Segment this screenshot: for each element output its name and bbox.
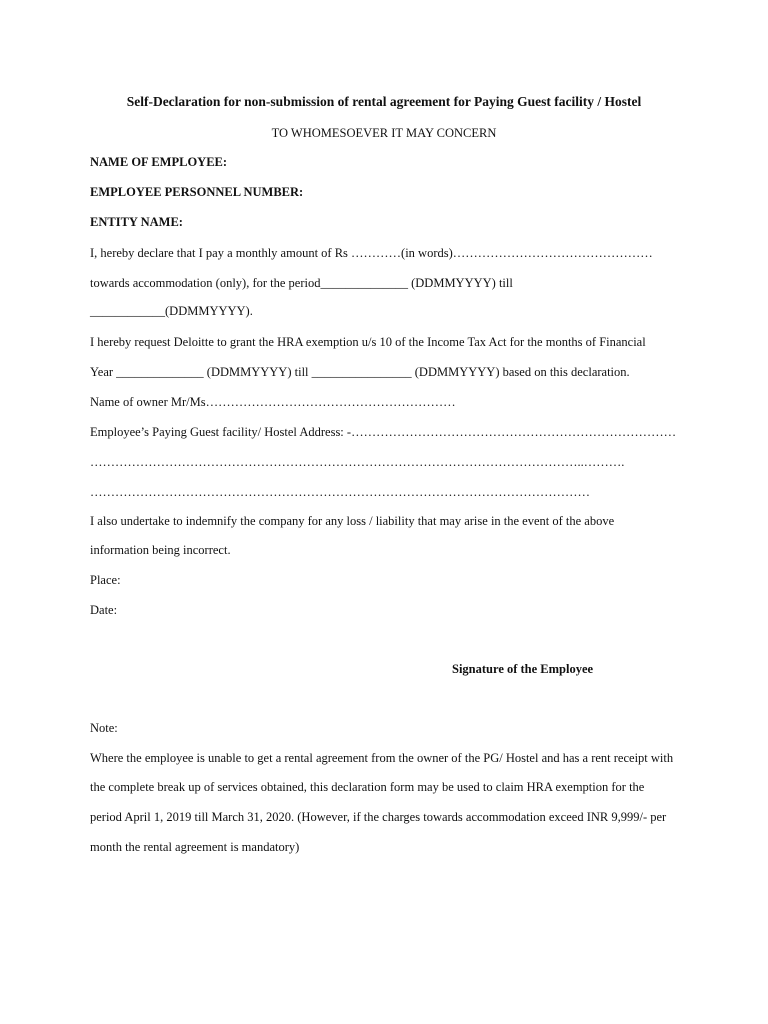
field-employee-personnel-number: EMPLOYEE PERSONNEL NUMBER: xyxy=(90,185,304,199)
declaration-till-date-line: ____________(DDMMYYYY). xyxy=(90,304,253,318)
document-title: Self-Declaration for non-submission of rental agreement for Paying Guest facility / Hostel xyxy=(126,94,642,109)
hostel-address-continuation-2: ………………………………………………………………………………………………………… xyxy=(90,485,590,499)
hra-request-line: I hereby request Deloitte to grant the HRA exemption u/s 10 of the Income Tax Act for the months of Financial xyxy=(90,335,646,349)
hostel-address-line: Employee’s Paying Guest facility/ Hostel Address: -…………………………………………………………………… xyxy=(90,425,677,439)
note-line-2: the complete break up of services obtained, this declaration form may be used to claim HRA exemption for the xyxy=(90,780,645,794)
owner-name-line: Name of owner Mr/Ms…………………………………………………… xyxy=(90,395,456,409)
place-label: Place: xyxy=(90,573,121,587)
date-label: Date: xyxy=(90,603,118,617)
declaration-period-line: towards accommodation (only), for the period______________ (DDMMYYYY) till xyxy=(90,276,513,290)
field-name-of-employee: NAME OF EMPLOYEE: xyxy=(90,155,228,169)
note-line-1: Where the employee is unable to get a rental agreement from the owner of the PG/ Hostel and has a rent receipt with xyxy=(90,751,674,765)
declaration-amount-line: I, hereby declare that I pay a monthly amount of Rs …………(in words)………………………………………… xyxy=(90,246,653,260)
indemnify-undertaking-continuation: information being incorrect. xyxy=(90,543,231,557)
document-subtitle: TO WHOMESOEVER IT MAY CONCERN xyxy=(271,126,497,140)
financial-year-line: Year ______________ (DDMMYYYY) till ________________ (DDMMYYYY) based on this declaration. xyxy=(90,365,630,379)
hostel-address-continuation-1: ………………………………………………………………………………………………………..………. xyxy=(90,455,625,469)
note-label: Note: xyxy=(90,721,118,735)
field-entity-name: ENTITY NAME: xyxy=(90,215,183,229)
note-line-3: period April 1, 2019 till March 31, 2020. (However, if the charges towards accommodation exceed INR 9,999/- per xyxy=(90,810,667,824)
indemnify-undertaking-line: I also undertake to indemnify the company for any loss / liability that may arise in the event of the above xyxy=(90,514,615,528)
signature-of-employee-label: Signature of the Employee xyxy=(452,662,594,676)
note-line-4: month the rental agreement is mandatory) xyxy=(90,840,300,854)
